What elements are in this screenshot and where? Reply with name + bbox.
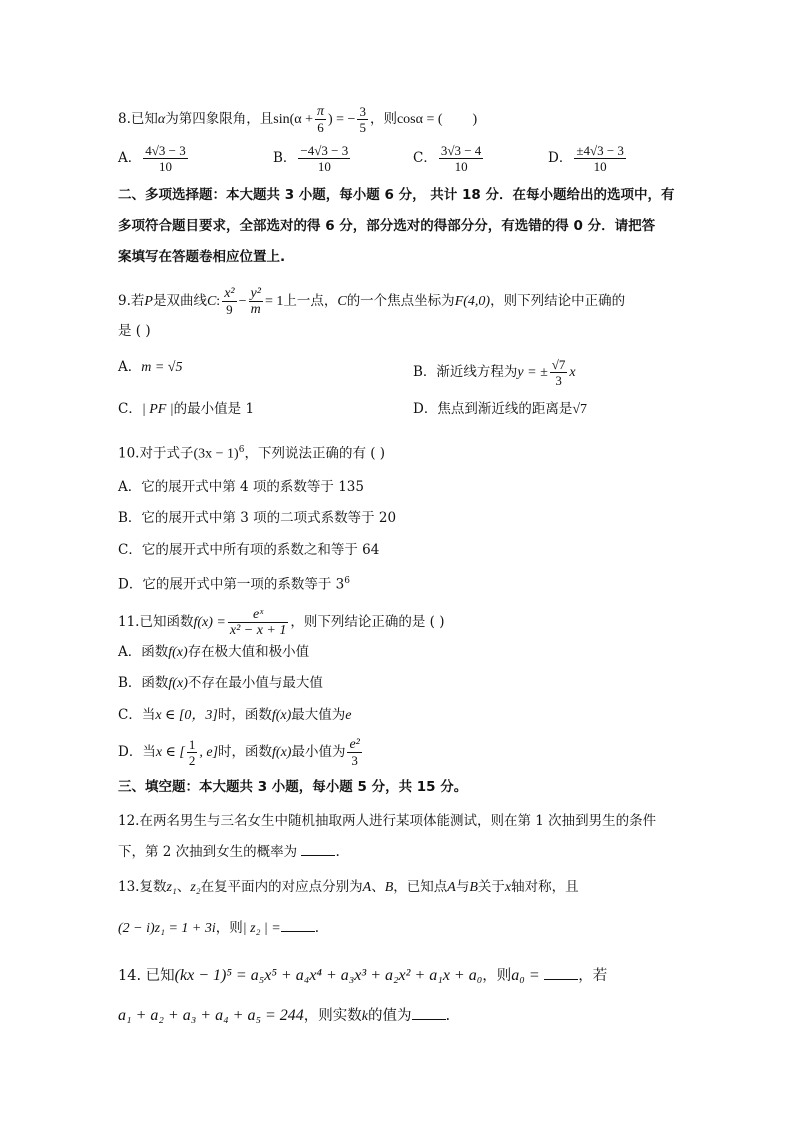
section2-line1: 二、多项选择题：本大题共 3 小题，每小题 6 分， 共计 18 分．在每小题给出的选项中，有 (118, 187, 675, 203)
q11-option-c: C．当x ∈ [0，3]时，函数f(x)最大值为e (118, 707, 352, 723)
q10-option-c: C．它的展开式中所有项的系数之和等于 64 (118, 542, 380, 558)
q9-option-d: D．焦点到渐近线的距离是√7 (413, 401, 588, 417)
q9-stem-line2: 是 ( ) (118, 323, 151, 339)
q8-35-frac: $\frac{3}{5}$ (359, 104, 366, 135)
q13-answer-blank[interactable] (281, 919, 315, 932)
q11-stem: 11.已知函数f(x) = $\frac{\text{eˣ}}{\text{x² − x + 1}}$ ，则下列结论正确的是 ( ) (118, 607, 445, 638)
q14-answer-blank-2[interactable] (412, 1007, 446, 1020)
q9-option-a: A．m = √5 (118, 359, 183, 375)
q8-stem-c: ，则 (369, 111, 397, 127)
q8-stem-b: 为第四象限角，且 (165, 111, 274, 127)
q14-line1: 14. 已知(kx − 1)⁵ = a₅x⁵ + a₄x⁴ + a₃x³ + a₂x² + a₁x + a₀，则a₀ = ，若 (118, 967, 608, 984)
q8-stem: 8.已知α为第四象限角，且sin(α + $\frac{\pi}{6}$ ) = − $\frac{3}{5}$ ，则cosα = ( ) (118, 104, 478, 135)
q10-option-a: A．它的展开式中第 4 项的系数等于 135 (118, 479, 364, 495)
q8-option-a: A． $\frac{4√3 - 3}{10}$ (118, 143, 186, 174)
q8-pi-frac: $\frac{\pi}{6}$ (316, 104, 324, 135)
q11-option-d: D．当x ∈ [ $\frac{1}{2}$ , e]时，函数f(x)最小值为 $\frac{\text{e²}}{3}$ (118, 737, 360, 768)
q11-option-b: B．函数f(x)不存在最小值与最大值 (118, 675, 323, 691)
q8-cos-expr: cosα = ( (396, 112, 443, 127)
q9-stem: 9.若P是双曲线C: $\frac{\text{x²}}{9}$ − $\frac{\text{y²}}{m}$ = 1上一点，C的一个焦点坐标为F(4,0)，则下列结论中正确的 (118, 286, 626, 317)
q13-line2: (2 − i)z₁ = 1 + 3i，则| z₂ | = . (118, 920, 320, 936)
q10-option-b: B．它的展开式中第 3 项的二项式系数等于 20 (118, 510, 397, 526)
q10-option-d: D．它的展开式中第一项的系数等于 $3^6$ (118, 576, 350, 593)
section2-line2: 多项符合题目要求，全部选对的得 6 分，部分选对的得部分分，有选错的得 0 分．请把答 (118, 218, 656, 234)
q11-option-a: A．函数f(x)存在极大值和极小值 (118, 644, 310, 660)
q12-line1: 12.在两名男生与三名女生中随机抽取两人进行某项体能测试，则在第 1 次抽到男生的条件 (118, 813, 657, 829)
q9-option-c: C．| PF |的最小值是 1 (118, 401, 255, 417)
q8-stem-a: 8.已知 (118, 111, 158, 127)
q9-option-b: B．渐近线方程为y = ± $\frac{√7}{3}$ x (413, 357, 576, 388)
q8-eq: ) = − (328, 112, 356, 127)
q8-sin-expr: sin(α + (273, 112, 313, 127)
q10-stem: 10.对于式子$(3x - 1)^6$，下列说法正确的有 ( ) (118, 445, 386, 462)
q12-answer-blank[interactable] (301, 843, 335, 856)
q14-line2: a₁ + a₂ + a₃ + a₄ + a₅ = 244，则实数k的值为 . (118, 1007, 451, 1024)
section3-title: 三、填空题：本大题共 3 小题，每小题 5 分，共 15 分。 (118, 779, 468, 795)
q8-option-d: D． $\frac{\pm 4√3 - 3}{10}$ (548, 143, 624, 174)
q8-alpha: α (157, 112, 166, 127)
q8-option-b: B． $\frac{-4√3 - 3}{10}$ (273, 143, 349, 174)
section2-line3: 案填写在答题卷相应位置上. (118, 249, 286, 265)
q8-option-c: C． $\frac{3√3 - 4}{10}$ (413, 143, 482, 174)
q12-line2: 下，第 2 次抽到女生的概率为 . (118, 844, 340, 860)
q13-line1: 13.复数z₁、z₂在复平面内的对应点分别为A、B，已知点A与B关于x轴对称，且 (118, 879, 579, 895)
q14-answer-blank-1[interactable] (544, 967, 578, 980)
